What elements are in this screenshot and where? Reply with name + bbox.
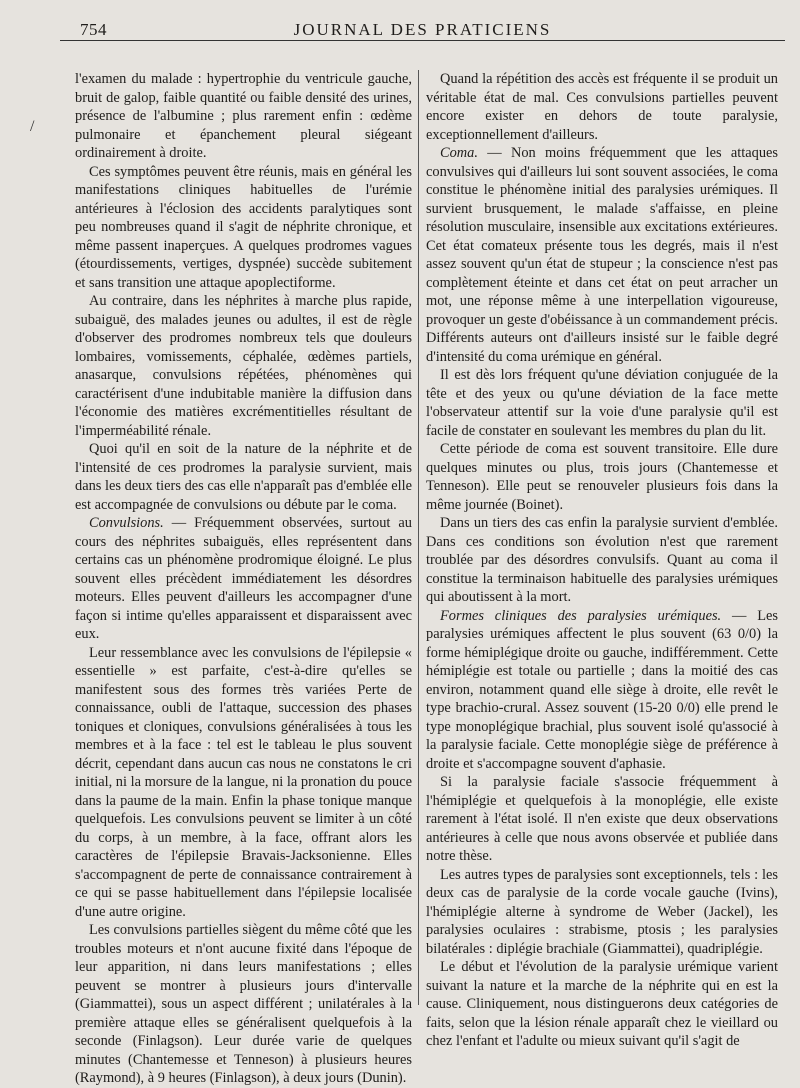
- paragraph-text: Si la paralysie faciale s'associe fréquemment à l'hémiplégie et quelquefois à la monoplégie, elle existe rarement à l'état isolé. Il n'en existe que deux observations antérieures à celle que nous avons observée et publiée dans notre thèse.: [426, 774, 778, 864]
- paragraph: [75, 921, 412, 1088]
- paragraph-text: Le début et l'évolution de la paralysie urémique varient suivant la nature et la marche de la néphrite qui en est la cause. Cliniquement, nous distinguerons deux catégories de faits, selon que la lésion rénale apparaît chez le vieillard ou chez l'enfant et l'adulte ou mieux suivant qu'il s'agit de: [426, 959, 778, 1049]
- right-column: [426, 70, 778, 1051]
- paragraph-text: Dans un tiers des cas enfin la paralysie survient d'emblée. Dans ces conditions son évolution n'est que rarement troublée par des désordres convulsifs. Quant au coma il constitue la terminaison habituelle des paralysies urémiques qui aboutissent à la mort.: [426, 515, 778, 605]
- paragraph: [426, 70, 778, 144]
- column-divider: [418, 70, 419, 1005]
- paragraph-heading: Formes cliniques des paralysies urémiques.: [440, 607, 722, 624]
- paragraph-text: — Non moins fréquemment que les attaques convulsives qui d'ailleurs lui sont souvent associées, le coma constitue le phénomène initial des paralysies urémiques. Il survient brusquement, le malade s'affaisse, en pleine résolution musculaire, insensible aux excitations extérieures. Cet état comateux présente tous les degrés, mais il n'est assez souvent qu'un état de stupeur ; la conscience n'est pas complètement éteinte et dans cet état on peut arracher un mot, une réponse même à une interpellation vigoureuse, provoquer un geste d'obéissance à un commandement précis. Différents auteurs ont d'ailleurs insisté sur le faible degré d'intensité du coma urémique en général.: [426, 145, 778, 365]
- paragraph: [75, 292, 412, 440]
- paragraph: [426, 958, 778, 1051]
- paragraph-text: Les autres types de paralysies sont exceptionnels, tels : les deux cas de paralysie de la corde vocale gauche (Ivins), l'hémiplégie alterne à syndrome de Weber (Jackel), les paralysies oculaires : strabisme, ptosis ; les paralysies bilatérales : diplégie brachiale (Giammattei), quadriplégie.: [426, 866, 778, 957]
- paragraph: [426, 366, 778, 440]
- paragraph: [75, 163, 412, 293]
- paragraph: [75, 440, 412, 514]
- paragraph-text: — Les paralysies urémiques affectent le plus souvent (63 0/0) la forme hémiplégique droite ou gauche, indifféremment. Cette hémiplégie est totale ou partielle ; dans la moitié des cas environ, notamment quand elle siège à droite, elle revêt le type brachio-crural. Assez souvent (15-20 0/0) elle prend le type monoplégique brachial, plus souvent isolé qu'associé à la paralysie faciale. Cette monoplégie siège de préférence à droite et s'accompagne souvent d'aphasie.: [426, 607, 778, 772]
- paragraph-text: Les convulsions partielles siègent du même côté que les troubles moteurs et n'ont aucune fixité dans l'époque de leur apparition, ni dans leurs manifestations ; elles peuvent se montrer à plusieurs jours d'intervalle (Giammattei), sous un aspect différent ; unilatérales à la première attaque elles se généralisent quelquefois à la seconde (Finlagson). Leur durée varie de quelques minutes (Chantemesse et Tenneson) à plusieurs heures (Raymond), à 9 heures (Finlagson), à deux jours (Dunin).: [75, 922, 412, 1086]
- page-header: [60, 18, 785, 41]
- paragraph-text: Quoi qu'il en soit de la nature de la néphrite et de l'intensité de ces prodromes la paralysie survient, mais dans les deux tiers des cas elle n'apparaît pas d'emblée elle est accompagnée de convulsions ou débute par le coma.: [75, 441, 412, 513]
- page-number: 754: [80, 20, 107, 39]
- paragraph-text: Il est dès lors fréquent qu'une déviation conjuguée de la tête et des yeux ou qu'une déviation de la face mette l'observateur attentif sur la voie d'une paralysie qu'il est facile de constater en soulevant les membres du plan du lit.: [426, 367, 778, 439]
- paragraph-heading: Coma.: [440, 145, 478, 161]
- left-column: [75, 70, 412, 1088]
- journal-title: JOURNAL DES PRATICIENS: [293, 20, 552, 39]
- paragraph: [426, 866, 778, 959]
- paragraph: [75, 70, 412, 163]
- paragraph: [426, 144, 778, 366]
- paragraph: [426, 607, 778, 774]
- paragraph-text: Au contraire, dans les néphrites à marche plus rapide, subaiguë, des malades jeunes ou adultes, il est de règle d'observer des prodromes nombreux tels que douleurs lombaires, vomissements, céphalée, œdèmes partiels, anasarque, convulsions répétées, phénomènes qui caractérisent d'une indubitable manière la diffusion dans l'économie des matières excrémentitielles résultant de l'imperméabilité rénale.: [75, 293, 412, 439]
- paragraph: [75, 644, 412, 922]
- paragraph-text: Ces symptômes peuvent être réunis, mais en général les manifestations cliniques habituelles de l'urémie antérieures à l'éclosion des accidents paralytiques sont peu nombreuses quand il s'agit de néphrite chronique, et même passent inaperçues. A quelques prodromes vagues (étourdissements, vertiges, dyspnée) succède subitement et sans transition une attaque apoplectiforme.: [75, 163, 412, 291]
- paragraph: [426, 773, 778, 866]
- paragraph-text: l'examen du malade : hypertrophie du ventricule gauche, bruit de galop, faible quantité ou faible densité des urines, présence de l'albumine ; plus rarement enfin : œdème pulmonaire et épanchement pleural siégeant ordinairement à droite.: [75, 71, 412, 161]
- paragraph: [426, 514, 778, 607]
- paragraph-text: Leur ressemblance avec les convulsions de l'épilepsie « essentielle » est parfaite, c'est-à-dire qu'elles se manifestent sous des formes très variées Perte de connaissance, oubli de l'attaque, succession des phases toniques et cloniques, convulsions généralisées à tous les membres et à la face : tel est le tableau le plus souvent décrit, cependant dans aucun cas nous ne constatons le cri initial, ni la morsure de la langue, ni la pronation du pouce dans la paume de la main. Enfin la phase tonique manque quelquefois. Les convulsions peuvent se limiter à un côté du corps, à un membre, à la face, offrant alors les caractères de l'épilepsie Bravais-Jacksonienne. Elles s'accompagnent de perte de connaissance contrairement à ce qui se passe habituellement dans l'épilepsie localisée d'une autre origine.: [75, 644, 412, 920]
- margin-mark: /: [30, 118, 35, 135]
- paragraph: [75, 514, 412, 644]
- paragraph-text: — Fréquemment observées, surtout au cours des néphrites subaiguës, elles représentent dans certains cas un phénomène prodromique éloigné. Le plus souvent elles précèdent immédiatement les désordres moteurs. Elles peuvent d'ailleurs les accompagner d'une façon si intime qu'elles apparaissent et disparaissent avec eux.: [75, 515, 412, 642]
- paragraph-text: Quand la répétition des accès est fréquente il se produit un véritable état de mal. Ces convulsions partielles peuvent encore exister en dehors de toute paralysie, exceptionnellement d'ailleurs.: [426, 71, 778, 143]
- paragraph: [426, 440, 778, 514]
- paragraph-text: Cette période de coma est souvent transitoire. Elle dure quelques minutes ou plus, trois jours (Chantemesse et Tenneson). Elle peut se renouveler plusieurs fois dans la même journée (Boinet).: [426, 441, 778, 513]
- paragraph-heading: Convulsions.: [89, 515, 164, 531]
